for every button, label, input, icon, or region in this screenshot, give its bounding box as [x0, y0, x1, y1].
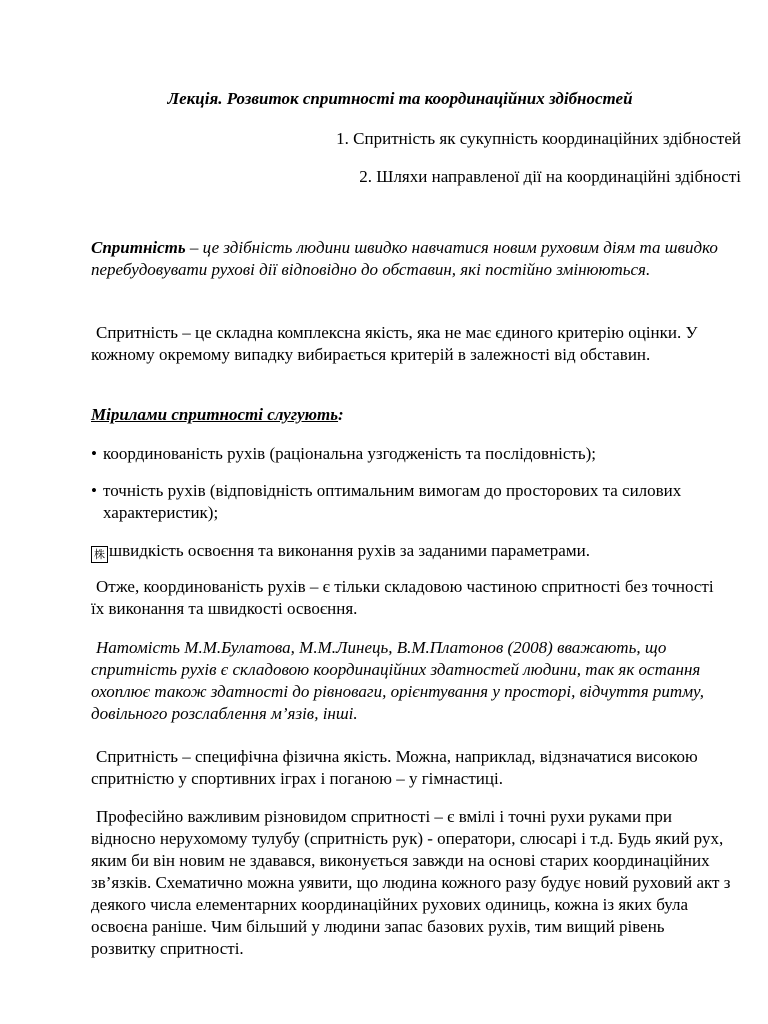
list-item: [91, 480, 731, 524]
criteria-heading-line: [91, 404, 731, 426]
list-item: [91, 443, 731, 465]
definition-text: – це здібність людини швидко навчатися новим руховим діям та швидко перебудовувати рухові дії відповідно до обставин, які постійно змінюються.: [91, 238, 718, 279]
list-item-text: точність рухів (відповідність оптимальним вимогам до просторових та силових характеристик);: [103, 481, 682, 522]
paragraph-coordination: Отже, координованість рухів – є тільки складовою частиною спритності без точності їх виконання та швидкості освоєння.: [91, 577, 714, 618]
paragraph-professional: Професійно важливим різновидом спритності – є вмілі і точні рухи руками при відносно нерухомому тулубу (спритність рук) - оператори, слюсарі і т.д. Будь який рух, яким би він новим не здавався, виконується завжди на основі старих координаційних зв’язків. Схематично можна уявити, що людина кожного разу будує новий руховий акт з деякого числа елементарних координаційних рухових одиниць, кожна із яких була освоєна раніше. Чим більший у людини запас базових рухів, тим вищий рівень розвитку спритності.: [91, 807, 731, 958]
criteria-heading: Мірилами спритності слугують: [91, 405, 339, 424]
paragraph-bulatova: Натомість М.М.Булатова, М.М.Линець, В.М.Платонов (2008) вважають, що спритність рухів є складовою координаційних здатностей людини, так як остання охоплює також здатності до рівноваги, орієнтування у просторі, відчуття ритму, довільного розслаблення м’язів, інші.: [91, 638, 705, 723]
list-item-text: швидкість освоєння та виконання рухів за заданими параметрами.: [109, 541, 590, 560]
missing-glyph-icon: 株: [91, 546, 108, 563]
bullet-marker: •: [91, 481, 97, 500]
list-item-text: координованість рухів (раціональна узгодженість та послідовність);: [103, 444, 596, 463]
definition-term: Спритність: [91, 238, 186, 257]
paragraph-complex-quality: Спритність – це складна комплексна якість, яка не має єдиного критерію оцінки. У кожному окремому випадку вибирається критерій в залежності від обставин.: [91, 323, 698, 364]
criteria-colon: :: [338, 405, 344, 424]
toc-item-2: 2. Шляхи направленої дії на координаційні здібності: [359, 167, 741, 186]
paragraph-specific-quality: Спритність – специфічна фізична якість. Можна, наприклад, відзначатися високою спритністю у спортивних іграх і поганою – у гімнастиці.: [91, 747, 698, 788]
bullet-marker: •: [91, 444, 97, 463]
definition-paragraph: [91, 237, 731, 281]
list-item-glyph: [91, 540, 731, 563]
lecture-title: Лекція. Розвиток спритності та координаційних здібностей: [167, 89, 633, 108]
toc-item-1: 1. Спритність як сукупність координаційних здібностей: [336, 129, 741, 148]
